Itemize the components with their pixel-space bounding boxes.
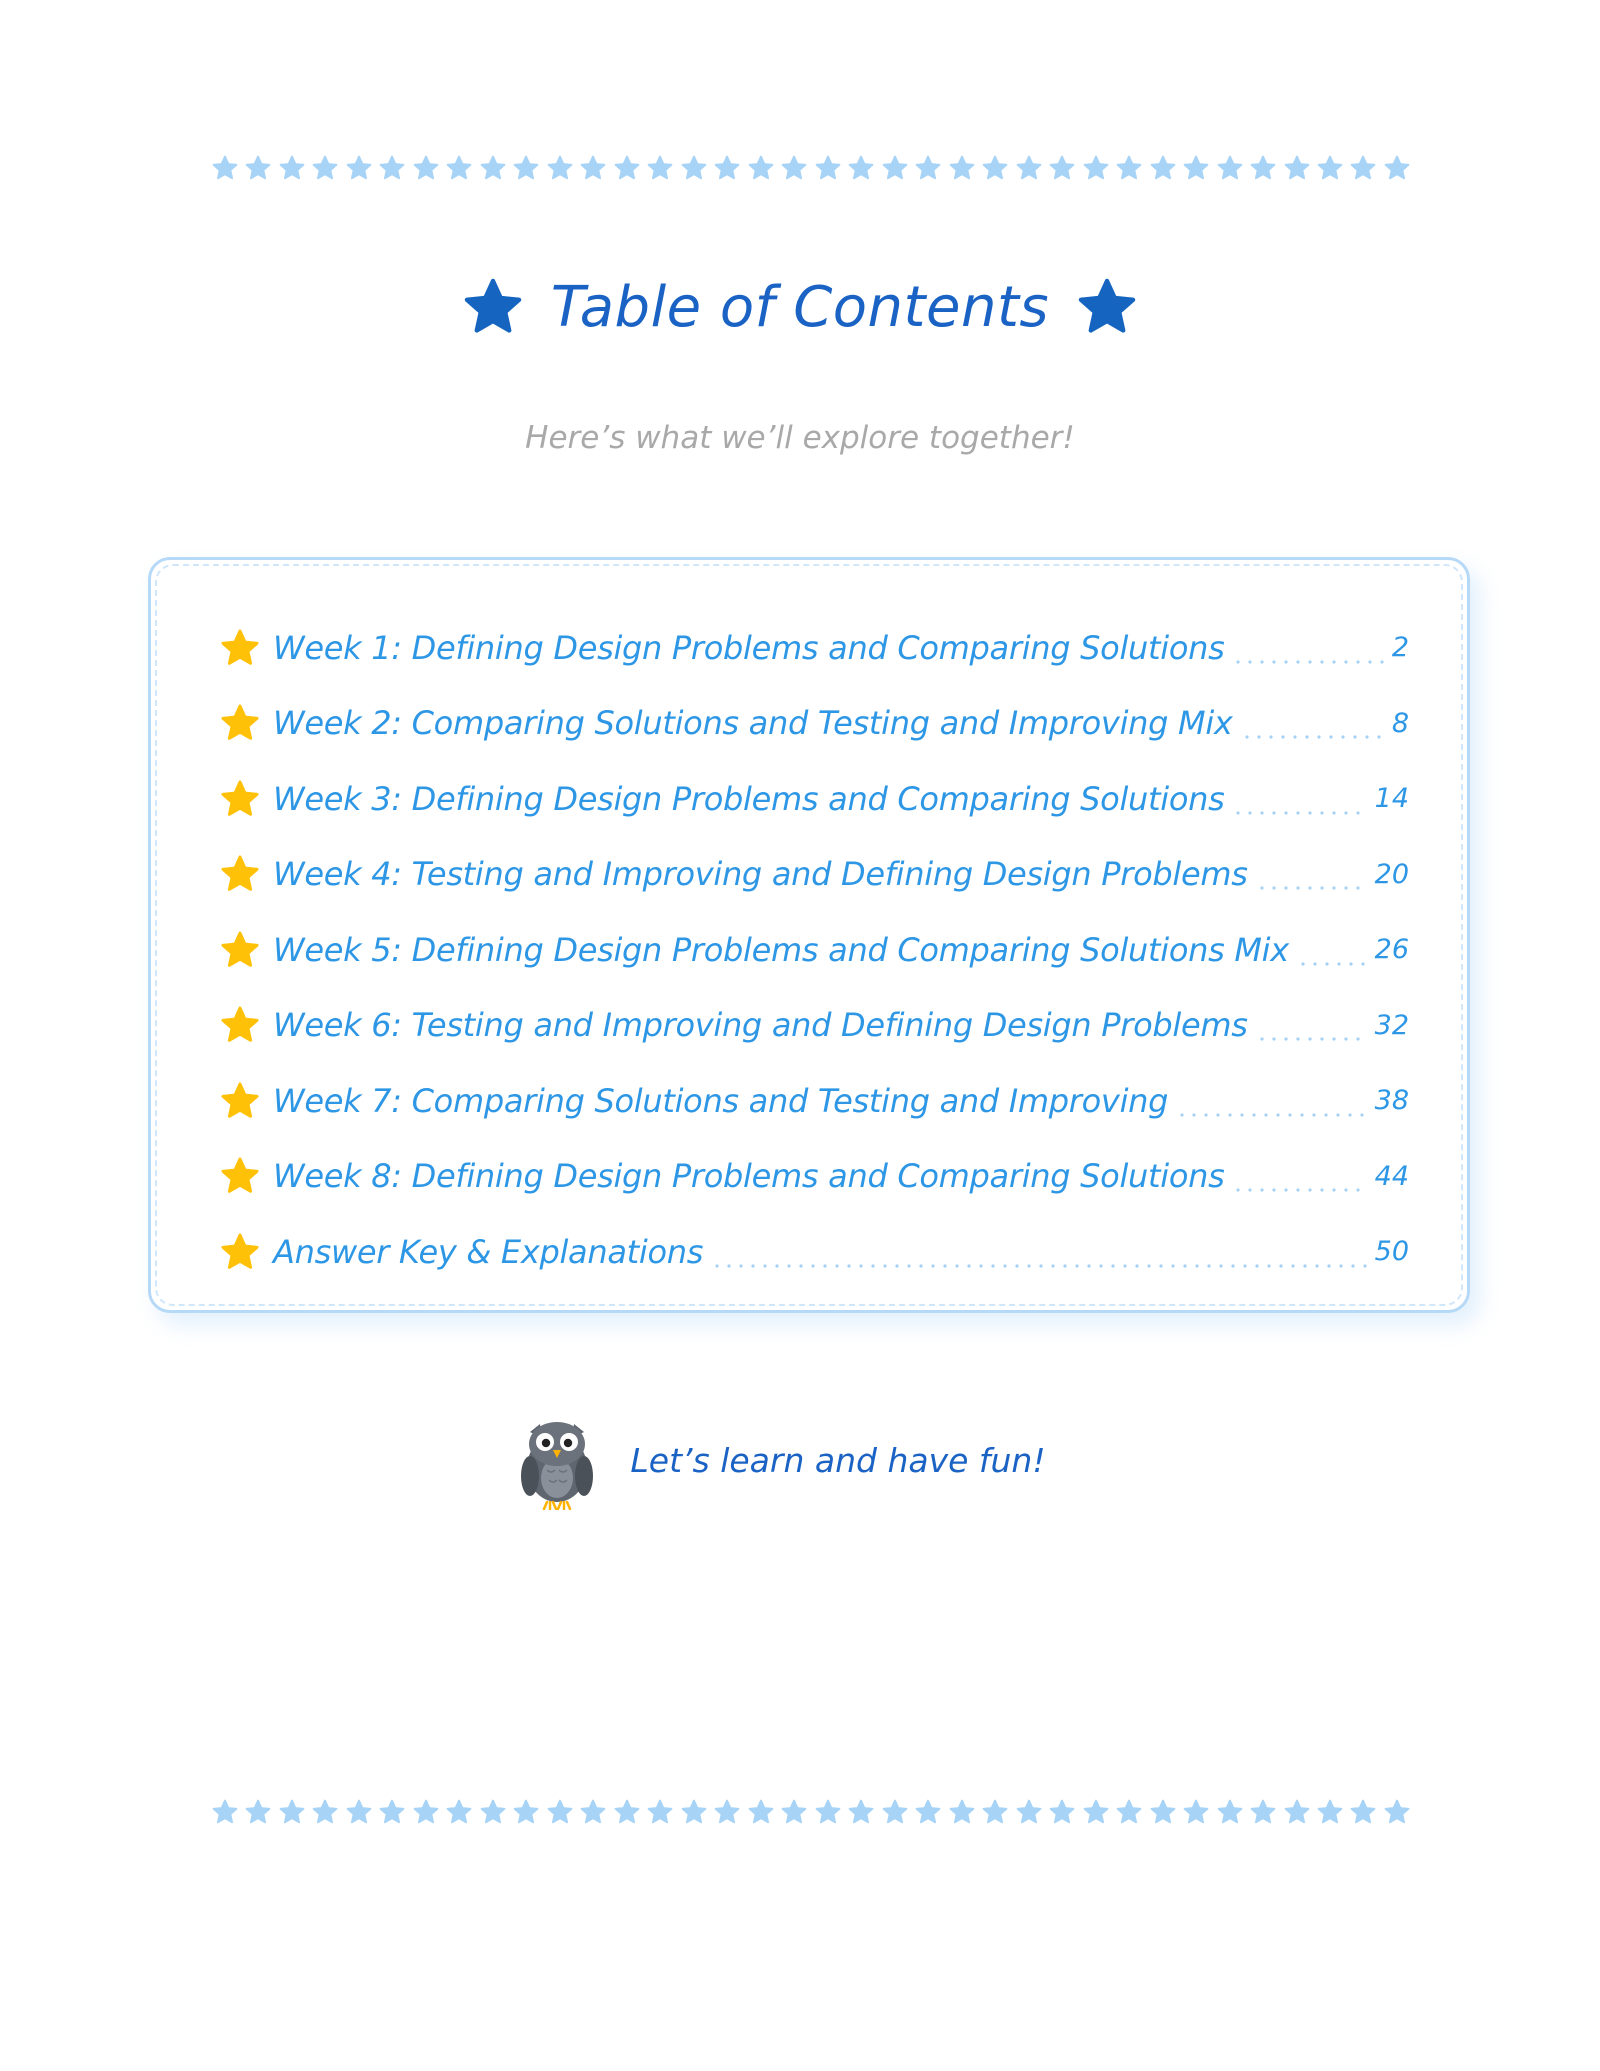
star-icon: [345, 1798, 373, 1826]
toc-entry-page-number: 14: [1374, 783, 1409, 815]
toc-entry[interactable]: [219, 1139, 1409, 1215]
star-icon: [512, 154, 540, 182]
star-icon: [1283, 154, 1311, 182]
star-icon: [219, 1004, 261, 1046]
star-icon: [914, 154, 942, 182]
toc-box: [148, 557, 1470, 1313]
star-icon: [847, 1798, 875, 1826]
toc-entry-label: Week 1: Defining Design Problems and Comparing Solutions: [273, 628, 1225, 667]
toc-entry[interactable]: [219, 837, 1409, 913]
star-icon: [1182, 1798, 1210, 1826]
toc-entry[interactable]: [219, 610, 1409, 686]
footer-note: [0, 1405, 1600, 1515]
star-icon: [211, 154, 239, 182]
star-icon: [981, 1798, 1009, 1826]
star-icon: [219, 627, 261, 669]
star-icon: [1075, 275, 1139, 339]
toc-entry-page-number: 2: [1391, 632, 1409, 664]
star-icon: [211, 1798, 239, 1826]
footer-message: Let’s learn and have fun!: [630, 1440, 1046, 1480]
star-icon: [747, 1798, 775, 1826]
star-icon: [345, 154, 373, 182]
star-icon: [219, 853, 261, 895]
star-icon: [747, 154, 775, 182]
star-icon: [847, 154, 875, 182]
owl-icon: [514, 1410, 600, 1510]
star-icon: [1048, 1798, 1076, 1826]
star-icon: [546, 154, 574, 182]
star-icon: [814, 1798, 842, 1826]
toc-entry-page-number: 50: [1374, 1236, 1409, 1268]
star-icon: [1316, 1798, 1344, 1826]
star-icon: [1015, 1798, 1043, 1826]
star-icon: [311, 154, 339, 182]
toc-entry-page-number: 8: [1391, 707, 1409, 739]
star-icon: [1316, 154, 1344, 182]
star-icon: [512, 1798, 540, 1826]
star-icon: [713, 154, 741, 182]
page-subtitle: Here’s what we’ll explore together!: [525, 420, 1075, 456]
star-icon: [546, 1798, 574, 1826]
star-icon: [713, 1798, 741, 1826]
star-icon: [461, 275, 525, 339]
star-icon: [219, 1080, 261, 1122]
star-icon: [1216, 154, 1244, 182]
star-icon: [219, 778, 261, 820]
toc-entry-page-number: 32: [1374, 1009, 1409, 1041]
star-icon: [219, 1231, 261, 1273]
dot-leader: [1241, 735, 1384, 739]
star-icon: [914, 1798, 942, 1826]
star-icon: [311, 1798, 339, 1826]
star-icon: [1015, 154, 1043, 182]
star-icon: [613, 1798, 641, 1826]
dot-leader: [1232, 811, 1366, 815]
star-icon: [1082, 1798, 1110, 1826]
toc-entry-page-number: 44: [1374, 1160, 1409, 1192]
star-icon: [412, 1798, 440, 1826]
star-icon: [244, 1798, 272, 1826]
dot-leader: [1232, 1188, 1366, 1192]
star-icon: [1349, 154, 1377, 182]
star-icon: [445, 1798, 473, 1826]
star-icon: [445, 154, 473, 182]
star-icon: [1082, 154, 1110, 182]
star-icon: [881, 154, 909, 182]
star-icon: [219, 702, 261, 744]
star-icon: [579, 1798, 607, 1826]
star-icon: [378, 1798, 406, 1826]
toc-entry[interactable]: [219, 1214, 1409, 1290]
toc-entry[interactable]: [219, 912, 1409, 988]
star-icon: [1182, 154, 1210, 182]
star-icon: [613, 154, 641, 182]
star-icon: [646, 1798, 674, 1826]
star-icon: [1216, 1798, 1244, 1826]
star-icon: [948, 154, 976, 182]
star-icon: [479, 1798, 507, 1826]
toc-entry[interactable]: [219, 686, 1409, 762]
toc-list: [219, 610, 1409, 1290]
star-icon: [1383, 154, 1411, 182]
star-icon: [1149, 154, 1177, 182]
toc-entry-label: Week 7: Comparing Solutions and Testing and Improving: [273, 1081, 1169, 1120]
page-title-row: [0, 262, 1600, 352]
dot-leader: [1297, 962, 1367, 966]
star-icon: [780, 154, 808, 182]
toc-entry-page-number: 38: [1374, 1085, 1409, 1117]
dot-leader: [711, 1264, 1367, 1268]
star-icon: [948, 1798, 976, 1826]
dot-leader: [1176, 1113, 1366, 1117]
toc-entry-label: Week 6: Testing and Improving and Defining Design Problems: [273, 1006, 1248, 1045]
toc-entry-page-number: 26: [1374, 934, 1409, 966]
star-icon: [680, 1798, 708, 1826]
star-icon: [981, 154, 1009, 182]
star-icon: [1115, 1798, 1143, 1826]
toc-entry-label: Answer Key & Explanations: [273, 1232, 704, 1271]
toc-entry-label: Week 4: Testing and Improving and Defining Design Problems: [273, 855, 1248, 894]
star-icon: [278, 154, 306, 182]
bottom-star-border: [211, 1797, 1411, 1827]
star-icon: [412, 154, 440, 182]
star-icon: [278, 1798, 306, 1826]
star-icon: [219, 1155, 261, 1197]
star-icon: [378, 154, 406, 182]
star-icon: [1249, 154, 1277, 182]
star-icon: [1349, 1798, 1377, 1826]
star-icon: [579, 154, 607, 182]
star-icon: [646, 154, 674, 182]
toc-entry[interactable]: [219, 988, 1409, 1064]
star-icon: [1249, 1798, 1277, 1826]
star-icon: [680, 154, 708, 182]
star-icon: [1383, 1798, 1411, 1826]
dot-leader: [1256, 1037, 1367, 1041]
dot-leader: [1232, 660, 1383, 664]
star-icon: [1115, 154, 1143, 182]
star-icon: [881, 1798, 909, 1826]
star-icon: [1048, 154, 1076, 182]
star-icon: [780, 1798, 808, 1826]
star-icon: [814, 154, 842, 182]
toc-entry-label: Week 2: Comparing Solutions and Testing and Improving Mix: [273, 704, 1233, 743]
star-icon: [1149, 1798, 1177, 1826]
top-star-border: [211, 153, 1411, 183]
star-icon: [479, 154, 507, 182]
star-icon: [244, 154, 272, 182]
star-icon: [219, 929, 261, 971]
toc-entry-label: Week 5: Defining Design Problems and Comparing Solutions Mix: [273, 930, 1289, 969]
dot-leader: [1256, 886, 1367, 890]
toc-entry[interactable]: [219, 761, 1409, 837]
toc-entry-page-number: 20: [1374, 858, 1409, 890]
page-title: Table of Contents: [550, 274, 1050, 340]
toc-entry-label: Week 3: Defining Design Problems and Comparing Solutions: [273, 779, 1225, 818]
star-icon: [1283, 1798, 1311, 1826]
toc-entry-label: Week 8: Defining Design Problems and Comparing Solutions: [273, 1157, 1225, 1196]
toc-entry[interactable]: [219, 1063, 1409, 1139]
